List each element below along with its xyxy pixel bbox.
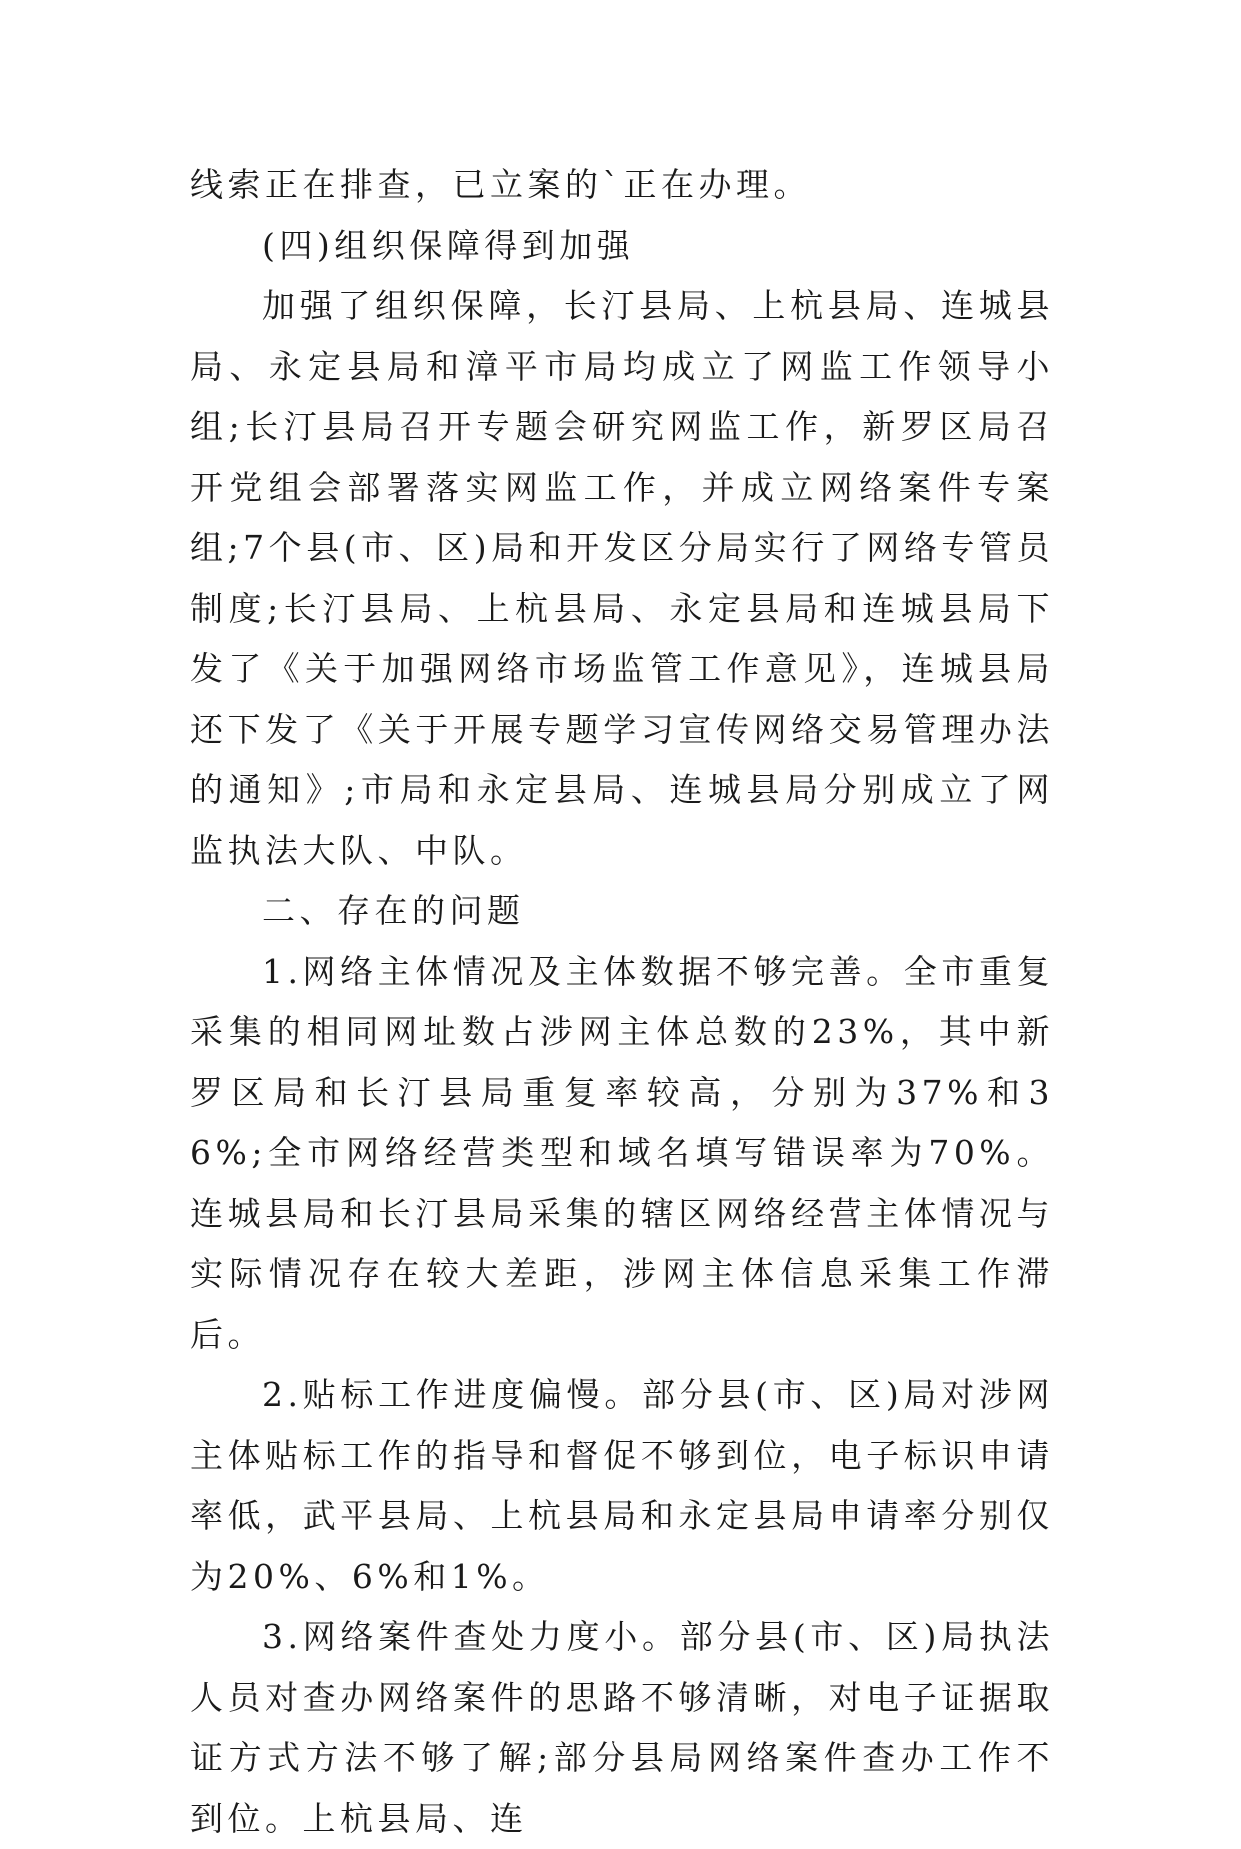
paragraph-organization: 加强了组织保障，长汀县局、上杭县局、连城县局、永定县局和漳平市局均成立了网监工作领导小组;长汀县局召开专题会研究网监工作，新罗区局召开党组会部署落实网监工作，并成立网络案件专案组;7个县(市、区)局和开发区分局实行了网络专管员制度;长汀县局、上杭县局、永定县局和连城县局下发了《关于加强网络市场监管工作意见》，连城县局还下发了《关于开展专题学习宣传网络交易管理办法的通知》;市局和永定县局、连城县局分别成立了网监执法大队、中队。 — [190, 286, 1054, 870]
paragraph-problem-2: 2.贴标工作进度偏慢。部分县(市、区)局对涉网主体贴标工作的指导和督促不够到位，电子标识申请率低，武平县局、上杭县局和永定县局申请率分别仅为20%、6%和1%。 — [190, 1375, 1054, 1596]
document-body — [190, 155, 1054, 1849]
paragraph-problem-3: 3.网络案件查处力度小。部分县(市、区)局执法人员对查办网络案件的思路不够清晰，对电子证据取证方式方法不够了解;部分县局网络案件查办工作不到位。上杭县局、连 — [190, 1617, 1054, 1838]
section-heading-organization: (四)组织保障得到加强 — [262, 225, 635, 265]
paragraph-problem-1: 1.网络主体情况及主体数据不够完善。全市重复采集的相同网址数占涉网主体总数的23%，其中新罗区局和长汀县局重复率较高，分别为37%和36%;全市网络经营类型和域名填写错误率为70%。连城县局和长汀县局采集的辖区网络经营主体情况与实际情况存在较大差距，涉网主体信息采集工作滞后。 — [190, 951, 1054, 1354]
paragraph-continuation: 线索正在排查，已立案的`正在办理。 — [190, 165, 811, 204]
section-heading-problems: 二、存在的问题 — [262, 891, 525, 930]
